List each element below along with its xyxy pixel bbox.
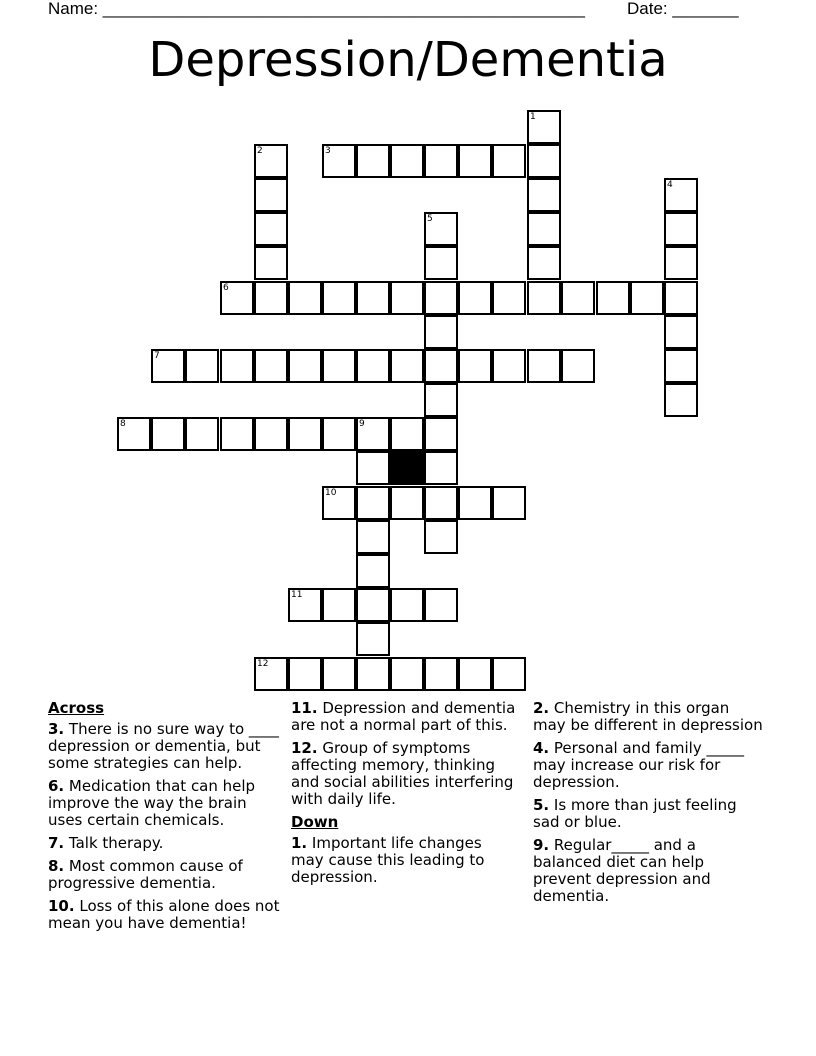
crossword-cell[interactable] bbox=[424, 486, 458, 520]
crossword-cell[interactable] bbox=[424, 144, 458, 178]
clue-text: There is no sure way to ____ depression or dementia, but some strategies can help. bbox=[48, 720, 279, 772]
crossword-cell[interactable] bbox=[390, 657, 424, 691]
clue-number: 10. bbox=[48, 897, 75, 915]
crossword-cell[interactable] bbox=[390, 281, 424, 315]
clue-number: 7. bbox=[48, 834, 65, 852]
crossword-cell[interactable] bbox=[288, 417, 322, 451]
clue-text: Most common cause of progressive dementia. bbox=[48, 857, 243, 892]
crossword-cell[interactable] bbox=[322, 417, 356, 451]
crossword-cell[interactable] bbox=[527, 281, 561, 315]
clue-number-label: 5 bbox=[427, 214, 433, 224]
crossword-cell[interactable] bbox=[356, 554, 390, 588]
clue-number-label: 8 bbox=[120, 419, 126, 429]
crossword-cell[interactable] bbox=[390, 588, 424, 622]
crossword-cell[interactable] bbox=[220, 349, 254, 383]
crossword-cell[interactable] bbox=[356, 588, 390, 622]
clue-number-label: 1 bbox=[530, 112, 536, 122]
crossword-cell[interactable] bbox=[527, 178, 561, 212]
page-title: Depression/Dementia bbox=[148, 32, 668, 88]
clue-number-label: 9 bbox=[359, 419, 365, 429]
crossword-cell[interactable] bbox=[356, 281, 390, 315]
crossword-cell[interactable] bbox=[390, 144, 424, 178]
crossword-cell[interactable] bbox=[424, 246, 458, 280]
clue-number: 1. bbox=[291, 834, 308, 852]
crossword-cell[interactable] bbox=[390, 349, 424, 383]
crossword-cell[interactable] bbox=[458, 349, 492, 383]
crossword-cell[interactable] bbox=[424, 588, 458, 622]
clue-across-6 bbox=[48, 778, 283, 829]
crossword-cell[interactable] bbox=[322, 657, 356, 691]
crossword-cell[interactable] bbox=[185, 417, 219, 451]
clue-across-11 bbox=[291, 700, 516, 734]
clue-number-label: 2 bbox=[257, 146, 263, 156]
crossword-cell[interactable] bbox=[527, 349, 561, 383]
clue-down-4 bbox=[533, 740, 763, 791]
clue-text: Chemistry in this organ may be different in depression bbox=[533, 699, 763, 734]
crossword-filled-cell bbox=[390, 451, 424, 485]
crossword-cell[interactable] bbox=[254, 246, 288, 280]
crossword-cell[interactable] bbox=[322, 588, 356, 622]
crossword-cell[interactable] bbox=[458, 281, 492, 315]
clue-text: Talk therapy. bbox=[64, 834, 164, 852]
clues-column-1 bbox=[48, 700, 283, 938]
crossword-cell[interactable] bbox=[527, 212, 561, 246]
crossword-cell[interactable] bbox=[664, 281, 698, 315]
clue-across-10 bbox=[48, 898, 283, 932]
crossword-cell[interactable] bbox=[288, 281, 322, 315]
crossword-cell[interactable] bbox=[664, 246, 698, 280]
crossword-cell[interactable] bbox=[356, 622, 390, 656]
crossword-cell[interactable] bbox=[220, 417, 254, 451]
clue-across-7 bbox=[48, 835, 283, 852]
crossword-cell[interactable] bbox=[185, 349, 219, 383]
clue-text: Medication that can help improve the way the brain uses certain chemicals. bbox=[48, 777, 256, 829]
crossword-cell[interactable] bbox=[664, 315, 698, 349]
crossword-cell[interactable] bbox=[492, 349, 526, 383]
crossword-cell[interactable] bbox=[458, 657, 492, 691]
clue-across-8 bbox=[48, 858, 283, 892]
crossword-cell[interactable] bbox=[356, 520, 390, 554]
clue-down-5 bbox=[533, 797, 763, 831]
crossword-cell[interactable] bbox=[356, 486, 390, 520]
crossword-cell[interactable] bbox=[664, 212, 698, 246]
crossword-cell[interactable] bbox=[458, 486, 492, 520]
clue-number: 12. bbox=[291, 739, 318, 757]
date-field-label: Date: _______ bbox=[627, 0, 739, 18]
crossword-cell[interactable] bbox=[254, 178, 288, 212]
crossword-cell[interactable] bbox=[492, 486, 526, 520]
clue-down-2 bbox=[533, 700, 763, 734]
crossword-cell[interactable] bbox=[424, 383, 458, 417]
clue-text: Loss of this alone does not mean you have dementia! bbox=[48, 897, 280, 932]
crossword-cell[interactable] bbox=[356, 349, 390, 383]
clue-number: 6. bbox=[48, 777, 65, 795]
clue-number: 5. bbox=[533, 796, 550, 814]
crossword-cell[interactable] bbox=[288, 349, 322, 383]
clue-text: Depression and dementia are not a normal part of this. bbox=[291, 699, 516, 734]
clue-number: 11. bbox=[291, 699, 318, 717]
across-heading: Across bbox=[48, 699, 105, 717]
crossword-cell[interactable] bbox=[424, 349, 458, 383]
crossword-cell[interactable] bbox=[356, 144, 390, 178]
crossword-cell[interactable] bbox=[356, 657, 390, 691]
crossword-cell[interactable] bbox=[254, 417, 288, 451]
name-field-label: Name: ___________________________________________________ bbox=[48, 0, 585, 18]
clue-number: 8. bbox=[48, 857, 65, 875]
crossword-cell[interactable] bbox=[492, 657, 526, 691]
clue-number: 3. bbox=[48, 720, 65, 738]
clue-number-label: 12 bbox=[257, 659, 269, 669]
clue-text: Group of symptoms affecting memory, thinking and social abilities interfering with daily life. bbox=[291, 739, 514, 808]
clue-text: Important life changes may cause this leading to depression. bbox=[291, 834, 485, 886]
crossword-cell[interactable] bbox=[424, 315, 458, 349]
crossword-cell[interactable] bbox=[527, 246, 561, 280]
crossword-cell[interactable] bbox=[492, 144, 526, 178]
crossword-cell[interactable] bbox=[527, 144, 561, 178]
crossword-cell[interactable] bbox=[424, 281, 458, 315]
clue-number: 9. bbox=[533, 836, 550, 854]
clue-number-label: 6 bbox=[223, 283, 229, 293]
clue-across-3 bbox=[48, 721, 283, 772]
crossword-cell[interactable] bbox=[424, 520, 458, 554]
crossword-cell[interactable] bbox=[356, 451, 390, 485]
crossword-cell[interactable] bbox=[458, 144, 492, 178]
crossword-cell[interactable] bbox=[664, 383, 698, 417]
crossword-cell[interactable] bbox=[254, 212, 288, 246]
crossword-cell[interactable] bbox=[151, 417, 185, 451]
crossword-cell[interactable] bbox=[596, 281, 630, 315]
crossword-cell[interactable] bbox=[424, 417, 458, 451]
crossword-cell[interactable] bbox=[424, 657, 458, 691]
clue-number-label: 11 bbox=[291, 590, 303, 600]
crossword-cell[interactable] bbox=[322, 349, 356, 383]
crossword-cell[interactable] bbox=[322, 281, 356, 315]
clues-column-3 bbox=[533, 700, 763, 911]
crossword-cell[interactable] bbox=[288, 657, 322, 691]
crossword-cell[interactable] bbox=[254, 281, 288, 315]
clue-down-1 bbox=[291, 835, 516, 886]
crossword-cell[interactable] bbox=[561, 281, 595, 315]
clues-column-2 bbox=[291, 700, 516, 892]
clue-number: 4. bbox=[533, 739, 550, 757]
clue-across-12 bbox=[291, 740, 516, 808]
crossword-cell[interactable] bbox=[390, 486, 424, 520]
clue-number-label: 7 bbox=[154, 351, 160, 361]
clue-text: Is more than just feeling sad or blue. bbox=[533, 796, 737, 831]
clue-down-9 bbox=[533, 837, 763, 905]
crossword-cell[interactable] bbox=[390, 417, 424, 451]
clue-number: 2. bbox=[533, 699, 550, 717]
crossword-cell[interactable] bbox=[424, 451, 458, 485]
crossword-cell[interactable] bbox=[630, 281, 664, 315]
clue-text: Personal and family _____ may increase our risk for depression. bbox=[533, 739, 744, 791]
clue-number-label: 10 bbox=[325, 488, 337, 498]
crossword-cell[interactable] bbox=[664, 349, 698, 383]
down-heading: Down bbox=[291, 813, 339, 831]
clue-number-label: 3 bbox=[325, 146, 331, 156]
crossword-cell[interactable] bbox=[254, 349, 288, 383]
clue-number-label: 4 bbox=[667, 180, 673, 190]
crossword-cell[interactable] bbox=[561, 349, 595, 383]
crossword-cell[interactable] bbox=[492, 281, 526, 315]
clue-text: Regular_____ and a balanced diet can help prevent depression and dementia. bbox=[533, 836, 711, 905]
